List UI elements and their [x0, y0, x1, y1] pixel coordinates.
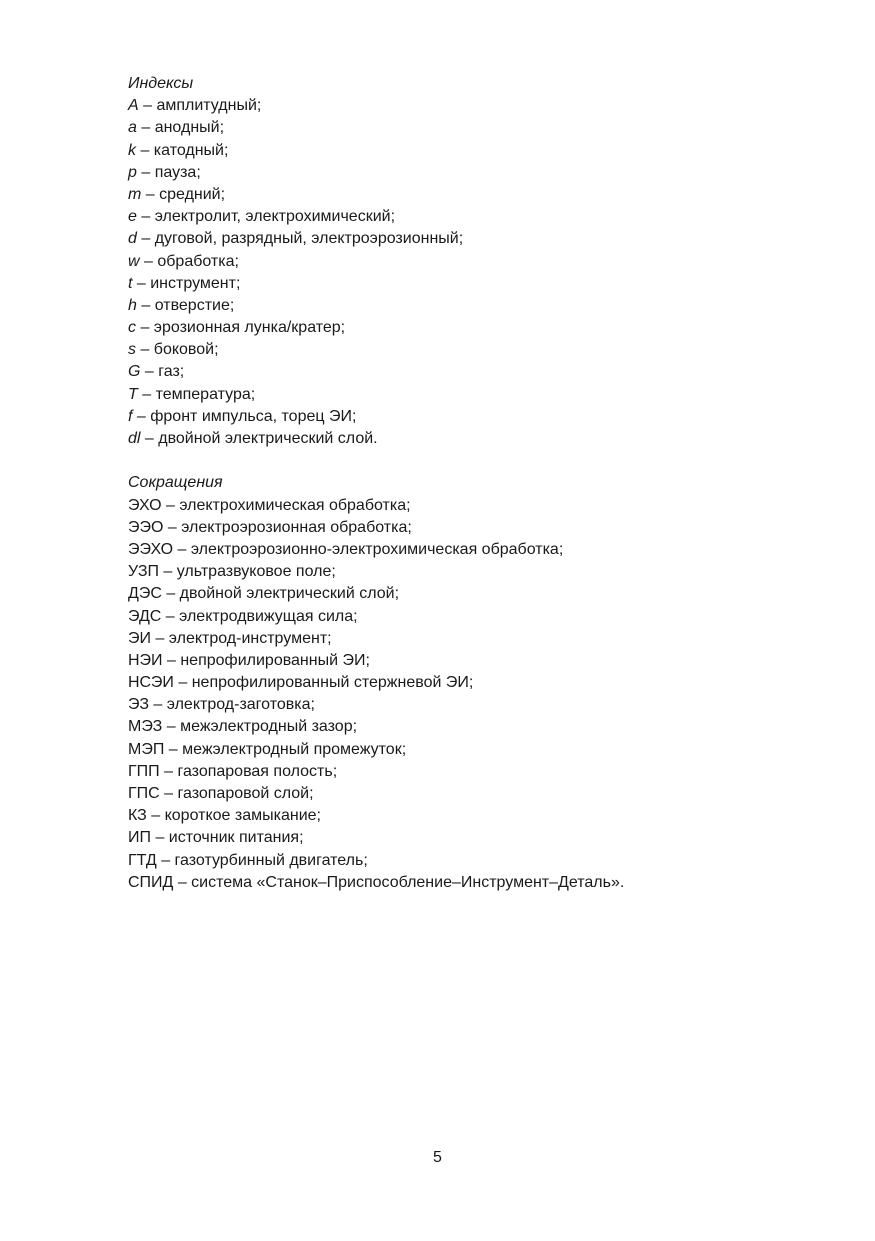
- section-spacer: [128, 450, 828, 472]
- index-symbol: k: [128, 141, 136, 159]
- index-entry: [128, 428, 828, 450]
- index-symbol: a: [128, 119, 137, 137]
- index-symbol: m: [128, 185, 142, 203]
- index-description: – электролит, электрохимический;: [136, 208, 396, 226]
- index-entry: [128, 140, 828, 162]
- index-description: – инструмент;: [132, 274, 241, 292]
- abbreviation-entry: МЭЗ – межэлектродный зазор;: [128, 718, 358, 736]
- index-entry: [128, 384, 828, 406]
- index-entry: [128, 361, 828, 383]
- index-entry: [128, 162, 828, 184]
- abbreviations-heading: Сокращения: [128, 474, 223, 492]
- abbreviation-entry: ДЭС – двойной электрический слой;: [128, 585, 400, 603]
- index-description: – катодный;: [136, 141, 229, 159]
- abbreviation-entry: ЭЭХО – электроэрозионно-электрохимическая обработка;: [128, 540, 564, 558]
- index-entry: [128, 95, 828, 117]
- index-description: – фронт импульса, торец ЭИ;: [132, 407, 357, 425]
- index-symbol: G: [128, 363, 141, 381]
- index-description: – двойной электрический слой.: [140, 430, 378, 447]
- index-description: – температура;: [137, 385, 256, 403]
- index-description: – обработка;: [139, 252, 239, 270]
- abbreviation-entry: КЗ – короткое замыкание;: [128, 807, 321, 825]
- abbreviation-entry: ЭЭО – электроэрозионная обработка;: [128, 518, 412, 536]
- abbreviation-entry: ЭИ – электрод-инструмент;: [128, 629, 332, 647]
- index-symbol: d: [128, 230, 137, 248]
- index-entry: [128, 317, 828, 339]
- abbreviation-entry: ЭХО – электрохимическая обработка;: [128, 496, 411, 514]
- index-description: – газ;: [140, 363, 185, 381]
- index-description: – боковой;: [136, 341, 219, 359]
- index-description: – амплитудный;: [138, 97, 262, 115]
- abbreviation-entry: НСЭИ – непрофилированный стержневой ЭИ;: [128, 674, 474, 692]
- index-symbol: dl: [128, 430, 141, 447]
- abbreviations-list: [128, 495, 828, 894]
- index-symbol: t: [128, 274, 133, 292]
- index-description: – анодный;: [136, 119, 225, 137]
- index-entry: [128, 339, 828, 361]
- index-entry: [128, 273, 828, 295]
- index-symbol: p: [128, 163, 137, 181]
- index-description: – пауза;: [136, 163, 201, 181]
- index-symbol: w: [128, 252, 140, 270]
- abbreviation-entry: ГТД – газотурбинный двигатель;: [128, 851, 368, 869]
- abbreviation-entry: ИП – источник питания;: [128, 829, 304, 847]
- index-symbol: e: [128, 208, 137, 226]
- index-entry: [128, 117, 828, 139]
- abbreviation-entry: СПИД – система «Станок–Приспособление–Инструмент–Деталь».: [128, 873, 625, 891]
- index-symbol: s: [128, 341, 136, 359]
- index-description: – эрозионная лунка/кратер;: [136, 319, 346, 337]
- index-symbol: c: [128, 319, 136, 337]
- index-entry: [128, 406, 828, 428]
- page-number: 5: [433, 1149, 442, 1166]
- abbreviation-entry: ЭЗ – электрод-заготовка;: [128, 696, 315, 714]
- abbreviation-entry: ГПС – газопаровой слой;: [128, 785, 314, 802]
- page-content: [128, 73, 828, 894]
- abbreviation-entry: УЗП – ультразвуковое поле;: [128, 563, 336, 581]
- indices-list: [128, 95, 828, 450]
- index-symbol: A: [128, 97, 139, 115]
- index-description: – отверстие;: [136, 296, 235, 314]
- index-entry: [128, 184, 828, 206]
- abbreviation-entry: ЭДС – электродвижущая сила;: [128, 607, 358, 625]
- index-description: – средний;: [141, 185, 226, 203]
- abbreviation-entry: МЭП – межэлектродный промежуток;: [128, 740, 407, 758]
- abbreviation-entry: НЭИ – непрофилированный ЭИ;: [128, 651, 370, 669]
- index-symbol: T: [128, 385, 138, 403]
- index-entry: [128, 251, 828, 273]
- index-entry: [128, 206, 828, 228]
- index-entry: [128, 228, 828, 250]
- index-description: – дуговой, разрядный, электроэрозионный;: [136, 230, 464, 248]
- abbreviation-entry: ГПП – газопаровая полость;: [128, 762, 338, 780]
- index-symbol: f: [128, 407, 133, 425]
- indices-heading: Индексы: [128, 75, 194, 92]
- index-entry: [128, 295, 828, 317]
- index-symbol: h: [128, 296, 137, 314]
